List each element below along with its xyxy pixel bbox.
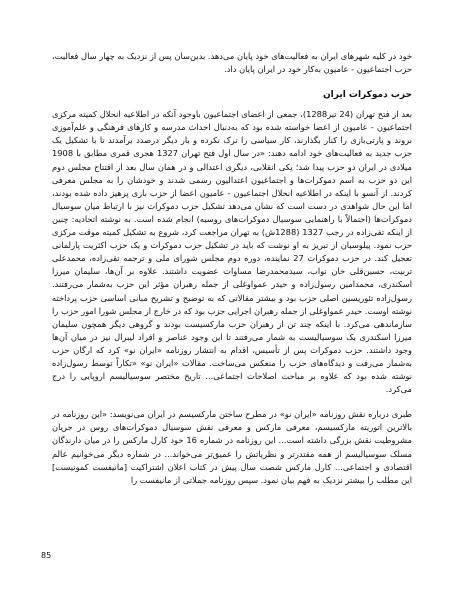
closing-paragraph: طبری درباره نقش روزنامه «ایران نو» در مطرح ساختن مارکسیسم در ایران می‌نویسد: «این روزنامه در بالاترین اتوریته مارکسیسم، معرفی مارکس و معرفی نقش سوسیال دموکرات‌های روس در جریان مشروطیت نقش بزرگی داشته است... این روزنامه در شماره 16 خود کارل مارکس را در میان دارندگان مسلک سوسیالیسم از همه مقتدرتر و نظریاتش را عمیق‌تر می‌خواند... در شماره دیگر می‌خوانیم عالم اقتصادی و اجتماعی... کارل مارکس شصت سال پیش در کتاب اعلان اشتراکیت [مانیفست کمونیست] این مطلب را بیشتر نزدیک به فهم بیان نمود. سپس روزنامه جملاتی از مانیفست را	[52, 409, 412, 485]
page-number: 85	[41, 551, 52, 560]
section-heading: حزب دموکرات ایران	[322, 90, 412, 101]
page-content	[52, 50, 412, 487]
body-paragraph: بعد از فتح تهران (24 تیر1288)، جمعی از اعضای اجتماعیون با‌وجود آنکه در اطلاعیه انحلال کمیته مرکزی اجتماعیون - عامیون از اعضا خواسته شده بود که به‌دنبال احداث مدرسه و کارهای فرهنگی و علم‌آموزی بروند و پارتی‌بازی را کنار بگذارند، کار سیاسی را ترک نکرده و بار دیگر درصدد برآمدند تا با تشکیل یک حزب جدید به فعالیت‌های خود ادامه دهند: «در سال اول فتح تهران 1327 هجری قمری مطابق با 1908 میلادی در ایران دو حزب پیدا شد؛ یکی انقلابی، دیگری اعتدالی و در همان سال بعد از افتتاح مجلس دوم این دو حزب به اسم دموکرات‌ها و اجتماعیون اعتدالیون رسمی شدند و خودشان را به مجلس معرفی کردند. از آنسو با اینکه در اطلاعیه انحلال اجتماعیون - عامیون اعضا از حزب بازی پرهیز داده شده بودند، اما این حال شواهدی در دست است که نشان می‌دهد تشکیل حزب دموکرات نیز با ارتباط میان سوسیال دموکرات‌ها (احتمالاً با راهنمایی سوسیال دموکرات‌های روسیه) انجام شده است. به نوشته اتحادیه: چنین از اینکه تقی‌زاده در رجب 1327 (1288ش) به تهران مراجعت کرد، شروع به تشکیل کمیته موقت مرکزی حزب نمود. پیلوسیان از تبریز به او نوشت که باید در تشکیل حزب دموکرات و یک حزب اکثریت پارلمانی تعجیل کند. در حزب دموکرات 27 نماینده، دوره دوم مجلس شورای ملی و ترجمه تقی‌زاده، محمدعلی تربیت، حسین‌قلی خان نواب، سیدمحمدرضا مساوات عضویت داشتند. علاوه بر آن‌ها، سلیمان میرزا اسکندری، محمدامین رسول‌زاده و حیدر عمواوغلی از جمله رهبران مؤثر این حزب به‌شمار می‌رفتند. رسول‌زاده تئوریسین اصلی حزب بود و بیشتر مقالاتی که به توضیح و تشریح مبانی اساسی حزب پرداخته نوشته اوست. حیدر عمواوغلی از جمله رهبران اجرایی حزب بود که در خارج از مجلس شورا امور حزب را سازماندهی می‌کرد. با اینکه چند تن از رهبران حزب مارکسیست بودند و گروهی دیگر همچون سلیمان میرزا اسکندری یک سوسیالیست به شمار می‌رفتند تا این وجود عناصر و افراد لیبرال نیز در میان آن‌ها وجود داشتند. حزب دموکرات پس از تأسیس، اقدام به انتشار روزنامه «ایران نو» کرد که ارگان حزب به‌شمار می‌رفت و دیدگاه‌های حزب را منعکس می‌ساخت. مقالات «ایران نو» «تکاراً توسط رسول‌زاده نوشته شده بود که علاوه بر مباحث اصلاحات اجتماعی... تاریخ مختصر سوسیالیسم اروپایی را درج می‌کرد.	[52, 109, 413, 395]
opening-paragraph: خود در کلیه شهرهای ایران به فعالیت‌های خود پایان می‌دهد. بدین‌سان پس از نزدیک به چهار سال فعالیت، حزب اجتماعیون - عامیون به‌کار خود در ایران پایان داد.	[52, 51, 412, 75]
